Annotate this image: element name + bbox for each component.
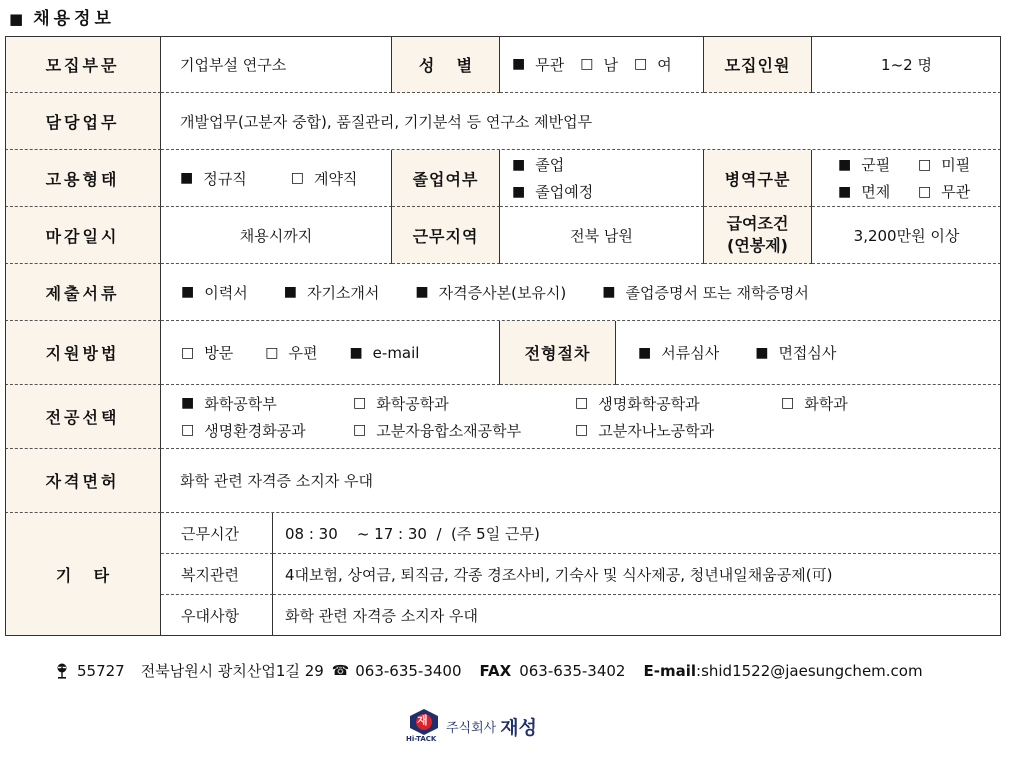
label-employment: 고용형태 [5,150,161,207]
major-option[interactable]: □ 생명화학공학과 [575,394,700,413]
major-option[interactable]: □ 생명환경화공과 [181,421,306,440]
phone-icon: ☎ [331,662,350,679]
label-apply-method: 지원방법 [5,321,161,385]
process-options [616,321,1001,385]
apply-option[interactable]: ■ e-mail [349,343,420,362]
apply-options [161,321,500,385]
label-salary: 급여조건 (연봉제) [704,207,812,264]
license-value: 화학 관련 자격증 소지자 우대 [161,449,1001,513]
major-option[interactable]: □ 화학공학과 [353,394,449,413]
gender-option[interactable]: ■ 무관 [512,55,565,74]
square-bullet-icon: ■ [9,10,24,28]
work-hours-value: 08 : 30 ~ 17 : 30 / (주 5일 근무) [273,513,1001,554]
headcount-value: 1~2 명 [812,36,1001,93]
process-option[interactable]: ■ 면접심사 [755,344,837,362]
gender-option[interactable]: □ 남 [580,55,618,74]
major-option[interactable]: □ 고분자융합소재공학부 [353,421,522,440]
etc-sub-label: 복지관련 [161,554,273,595]
document-option[interactable]: ■ 자격증사본(보유시) [415,283,567,302]
label-duty: 담당업무 [5,93,161,150]
label-etc: 기 타 [5,513,161,636]
process-option[interactable]: ■ 서류심사 [638,344,720,362]
label-documents: 제출서류 [5,264,161,321]
military-option[interactable]: ■ 면제 [838,183,891,201]
graduation-options [500,150,704,207]
label-dept: 모집부문 [5,36,161,93]
duty-value: 개발업무(고분자 중합), 품질관리, 기기분석 등 연구소 제반업무 [161,93,1001,150]
label-headcount: 모집인원 [704,36,812,93]
label-gender: 성 별 [392,36,500,93]
apply-option[interactable]: □ 우편 [265,344,318,362]
gender-option[interactable]: □ 여 [633,55,672,74]
contact-footer: 55727 전북남원시 광치산업1길 29 ☎ 063-635-3400 FAX 063-635-3402 E-mail : shid1522@jaesungchem.com [55,660,923,681]
employment-option[interactable]: ■ 정규직 [180,169,247,188]
military-options [812,150,1001,207]
label-military: 병역구분 [704,150,812,207]
employment-option[interactable]: □ 계약직 [290,169,358,188]
label-major: 전공선택 [5,385,161,449]
graduation-option[interactable]: ■ 졸업 [512,156,565,174]
documents-options [161,264,1001,321]
military-option[interactable]: □ 무관 [918,183,971,201]
welfare-value: 4대보험, 상여금, 퇴직금, 각종 경조사비, 기숙사 및 식사제공, 청년내일채움공제(可) [273,554,1001,595]
etc-sub-label: 우대사항 [161,595,273,636]
document-option[interactable]: ■ 이력서 [181,283,248,302]
employment-options [161,150,392,207]
gender-options [500,36,704,93]
location-value: 전북 남원 [500,207,704,264]
major-option[interactable]: □ 고분자나노공학과 [575,421,715,440]
postcode-icon [55,663,69,679]
label-graduation: 졸업여부 [392,150,500,207]
major-option[interactable]: ■ 화학공학부 [181,394,277,413]
company-logo: 재 Hi-TACK 주식회사 재성 [408,708,537,744]
section-heading: ■ 채용정보 [9,9,115,29]
major-options [161,385,1001,449]
preference-value: 화학 관련 자격증 소지자 우대 [285,607,478,625]
military-option[interactable]: □ 미필 [918,156,971,174]
major-option[interactable]: □ 화학과 [781,394,848,413]
label-process: 전형절차 [500,321,616,385]
dept-value: 기업부설 연구소 [161,36,392,93]
label-deadline: 마감일시 [5,207,161,264]
document-option[interactable]: ■ 졸업증명서 또는 재학증명서 [602,283,809,302]
label-license: 자격면허 [5,449,161,513]
salary-value: 3,200만원 이상 [812,207,1001,264]
label-location: 근무지역 [392,207,500,264]
deadline-value: 채용시까지 [161,207,392,264]
hitack-emblem-icon: 재 Hi-TACK [408,708,440,744]
military-option[interactable]: ■ 군필 [838,156,891,174]
document-option[interactable]: ■ 자기소개서 [283,283,380,302]
etc-sub-label: 근무시간 [161,513,273,554]
graduation-option[interactable]: ■ 졸업예정 [512,183,594,201]
apply-option[interactable]: □ 방문 [181,344,234,362]
